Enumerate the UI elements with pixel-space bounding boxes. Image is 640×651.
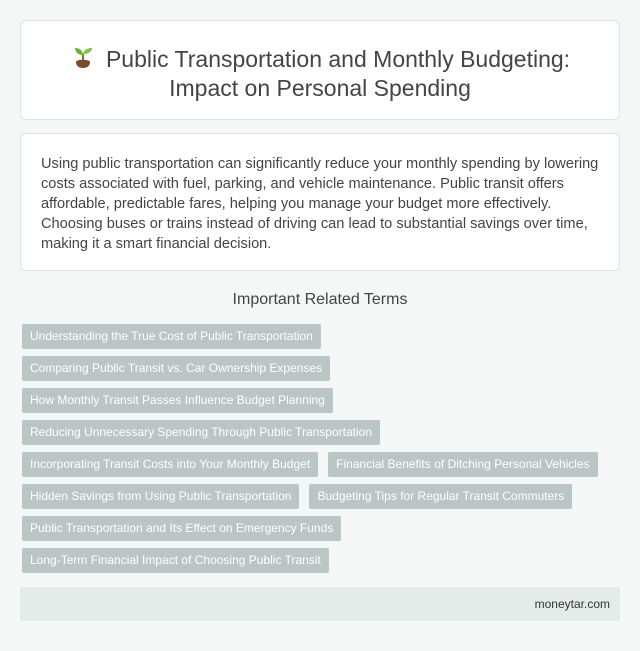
term-row	[22, 516, 622, 548]
term-tag[interactable]: How Monthly Transit Passes Influence Budget Planning	[22, 388, 333, 413]
summary-text: Using public transportation can significantly reduce your monthly spending by lowering costs associated with fuel, parking, and vehicle maintenance. Public transit offers affordable, predictable fares, helping you manage your budget more effectively. Choosing buses or trains instead of driving can lead to substantial savings over time, making it a smart financial decision.	[41, 156, 599, 252]
page-title	[21, 45, 619, 103]
title-line-2: Impact on Personal Spending	[169, 75, 471, 101]
term-tag[interactable]: Budgeting Tips for Regular Transit Commuters	[309, 484, 572, 509]
term-row	[22, 356, 622, 388]
term-row	[22, 452, 622, 484]
term-row	[22, 324, 622, 356]
term-tag[interactable]: Financial Benefits of Ditching Personal Vehicles	[328, 452, 597, 477]
footer-site-link[interactable]: moneytar.com	[534, 597, 610, 611]
term-tag[interactable]: Long-Term Financial Impact of Choosing Public Transit	[22, 548, 329, 573]
title-card	[20, 20, 620, 120]
term-tag[interactable]: Hidden Savings from Using Public Transportation	[22, 484, 299, 509]
term-tag[interactable]: Reducing Unnecessary Spending Through Public Transportation	[22, 420, 380, 445]
seedling-icon	[70, 45, 96, 69]
term-tag[interactable]: Comparing Public Transit vs. Car Ownership Expenses	[22, 356, 330, 381]
related-terms-heading: Important Related Terms	[232, 291, 408, 308]
summary-card	[20, 133, 620, 271]
term-row	[22, 548, 622, 580]
term-tag[interactable]: Public Transportation and Its Effect on Emergency Funds	[22, 516, 341, 541]
term-tag[interactable]: Understanding the True Cost of Public Transportation	[22, 324, 321, 349]
title-line-1: Public Transportation and Monthly Budgeting:	[105, 46, 571, 72]
term-row	[22, 388, 622, 420]
footer	[20, 587, 620, 621]
related-terms-list	[22, 324, 622, 580]
term-tag[interactable]: Incorporating Transit Costs into Your Monthly Budget	[22, 452, 318, 477]
term-row	[22, 484, 622, 516]
term-row	[22, 420, 622, 452]
